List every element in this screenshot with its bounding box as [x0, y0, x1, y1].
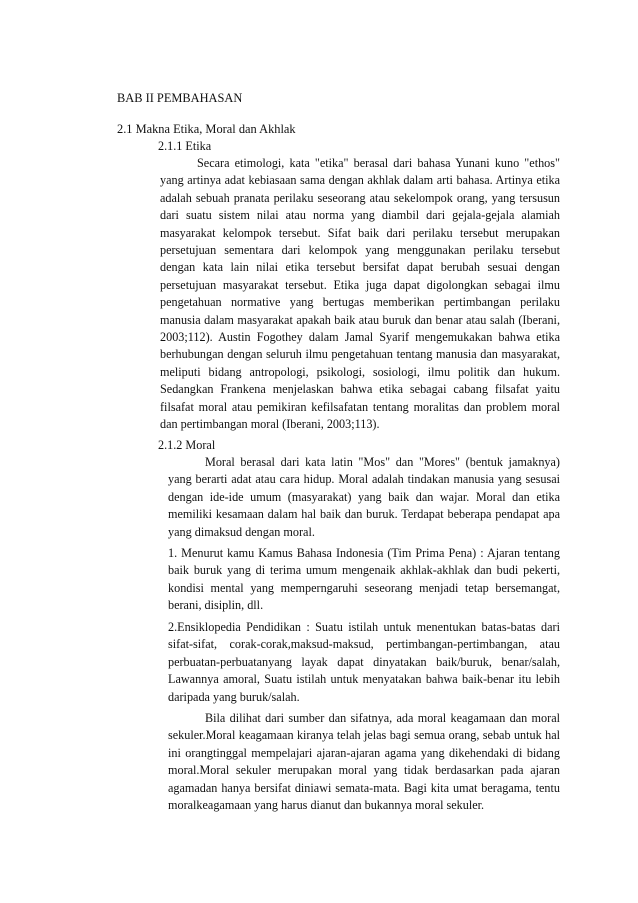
chapter-title: BAB II PEMBAHASAN [117, 91, 243, 105]
paragraph-moral-intro: Moral berasal dari kata latin "Mos" dan "Mores" (bentuk jamaknya) yang berarti adat atau cara hidup. Moral adalah tindakan manusia yang sesusai dengan ide-ide umum (masyarakat) yang baik dan wajar. Moral dan etika memiliki kesamaan dalam hal baik dan buruk. Terdapat beberapa pendapat apa yang dimaksud dengan moral. [168, 455, 560, 539]
subsection-title-moral: 2.1.2 Moral [158, 438, 216, 452]
section-title: 2.1 Makna Etika, Moral dan Akhlak [117, 122, 296, 136]
point-kamus: 1. Menurut kamu Kamus Bahasa Indonesia (Tim Prima Pena) : Ajaran tentang baik buruk yang di terima umum mengenaik akhlak-akhlak dan budi pekerti, kondisi mental yang memperngaruhi seseorang menjadi tetap bersemangat, berani, disiplin, dll. [168, 546, 560, 613]
paragraph-moral-sumber: Bila dilihat dari sumber dan sifatnya, ada moral keagamaan dan moral sekuler.Moral keagamaan kiranya telah jelas bagi semua orang, sebab untuk hal ini orangtinggal mempelajari ajaran-ajaran agama yang dikehendaki di bidang moral.Moral sekuler merupakan moral yang tidak berdasarkan pada ajaran agamadan hanya bersifat diniawi semata-mata. Bagi kita umat beragama, tentu moralkeagamaan yang harus dianut dan bukannya moral sekuler. [168, 711, 560, 813]
paragraph-etika: Secara etimologi, kata "etika" berasal dari bahasa Yunani kuno "ethos" yang artinya adat kebiasaan sama dengan akhlak dalam arti bahasa. Artinya etika adalah sebuah pranata perilaku seseorang atau sekelompok orang, yang tersusun dari suatu sistem nilai atau norma yang diambil dari gejala-gejala alamiah masyarakat kelompok tersebut. Sifat baik dari perilaku tersebut merupakan persetujuan sementara dari kelompok yang menggunakan perilaku tersebut dengan kata lain nilai etika tersebut bersifat dapat berubah sesuai dengan persetujuan masyarakat tersebut. Etika juga dapat digolongkan sebagai ilmu pengetahuan normative yang bertugas memberikan pertimbangan perilaku manusia dalam masyarakat apakah baik atau buruk dan benar atau salah (Iberani, 2003;112). Austin Fogothey dalam Jamal Syarif mengemukakan bahwa etika berhubungan dengan seluruh ilmu pengetahuan tentang manusia dan masyarakat, meliputi bidang antropologi, psikologi, sosiologi, ilmu politik dan hukum. Sedangkan Frankena menjelaskan bahwa etika sebagai cabang filsafat yaitu filsafat moral atau pemikiran kefilsafatan tentang moralitas dan problem moral dan pertimbangan moral (Iberani, 2003;113). [160, 156, 560, 432]
subsection-title-etika: 2.1.1 Etika [158, 139, 212, 153]
point-ensiklopedia: 2.Ensiklopedia Pendidikan : Suatu istilah untuk menentukan batas-batas dari sifat-sifat, corak-corak,maksud-maksud, pertimbangan-pertimbangan, atau perbuatan-perbuatanyang layak dapat dinyatakan baik/buruk, benar/salah, Lawannya amoral, Suatu istilah untuk menyatakan bahwa baik-benar itu lebih daripada yang buruk/salah. [168, 620, 560, 704]
